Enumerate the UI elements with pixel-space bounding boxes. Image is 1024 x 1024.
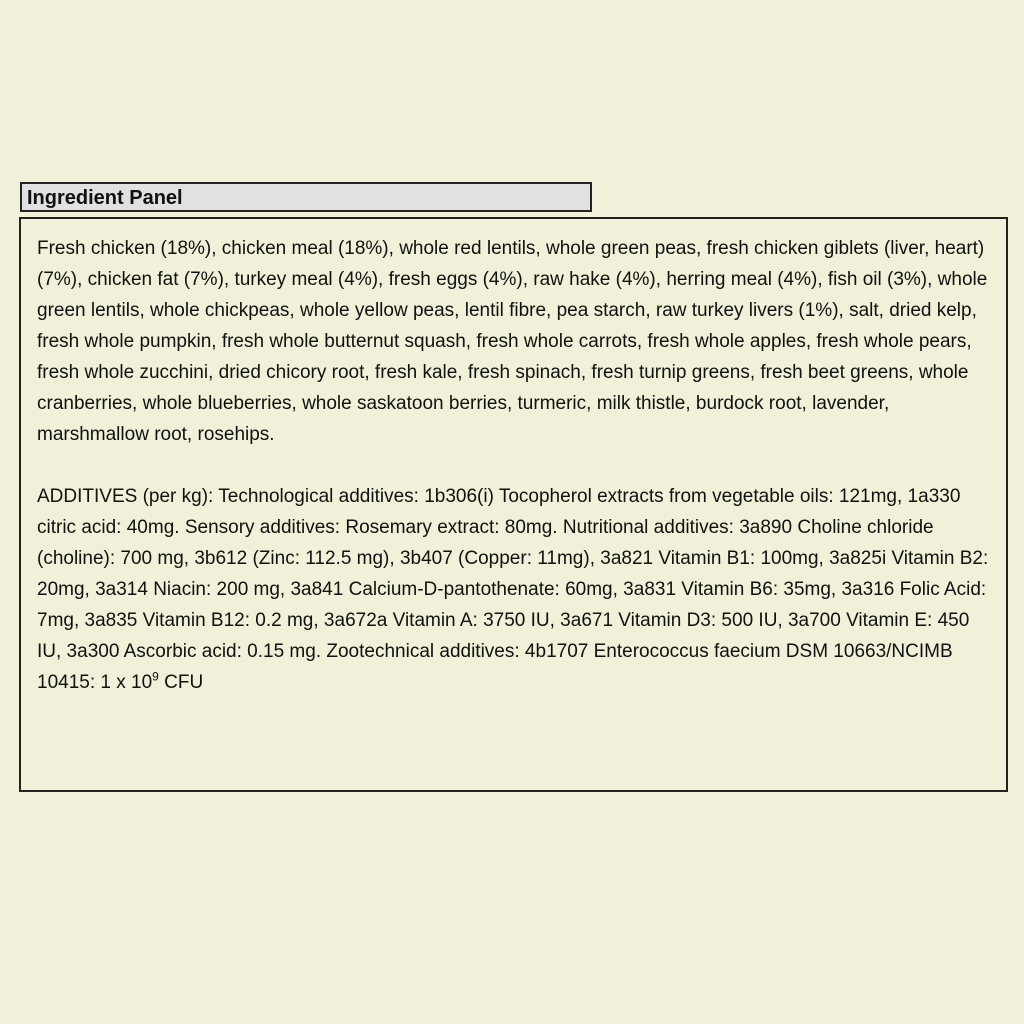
panel-header <box>20 182 592 212</box>
ingredients-paragraph: Fresh chicken (18%), chicken meal (18%), whole red lentils, whole green peas, fresh chicken giblets (liver, heart) (7%), chicken fat (7%), turkey meal (4%), fresh eggs (4%), raw hake (4%), herring meal (4%), fish oil (3%), whole green lentils, whole chickpeas, whole yellow peas, lentil fibre, pea starch, raw turkey livers (1%), salt, dried kelp, fresh whole pumpkin, fresh whole butternut squash, fresh whole carrots, fresh whole apples, fresh whole pears, fresh whole zucchini, dried chicory root, fresh kale, fresh spinach, fresh turnip greens, fresh beet greens, whole cranberries, whole blueberries, whole saskatoon berries, turmeric, milk thistle, burdock root, lavender, marshmallow root, rosehips. <box>37 238 988 445</box>
additives-text: ADDITIVES (per kg): Technological additives: 1b306(i) Tocopherol extracts from vegetable oils: 121mg, 1a330 citric acid: 40mg. Sensory additives: Rosemary extract: 80mg. Nutritional additives: 3a890 Choline chloride (choline): 700 mg, 3b612 (Zinc: 112.5 mg), 3b407 (Copper: 11mg), 3a821 Vitamin B1: 100mg, 3a825i Vitamin B2: 20mg, 3a314 Niacin: 200 mg, 3a841 Calcium-D-pantothenate: 60mg, 3a831 Vitamin B6: 35mg, 3a316 Folic Acid: 7mg, 3a835 Vitamin B12: 0.2 mg, 3a672a Vitamin A: 3750 IU, 3a671 Vitamin D3: 500 IU, 3a700 Vitamin E: 450 IU, 3a300 Ascorbic acid: 0.15 mg. Zootechnical additives: 4b1707 Enterococcus faecium DSM 10663/NCIMB 10415: 1 x 10 <box>37 486 989 693</box>
additives-unit: CFU <box>158 672 204 693</box>
panel-text <box>37 233 992 698</box>
panel-body <box>19 217 1008 792</box>
panel-title: Ingredient Panel <box>27 187 183 209</box>
additives-paragraph <box>37 481 992 698</box>
additives-exponent: 9 <box>152 669 159 684</box>
